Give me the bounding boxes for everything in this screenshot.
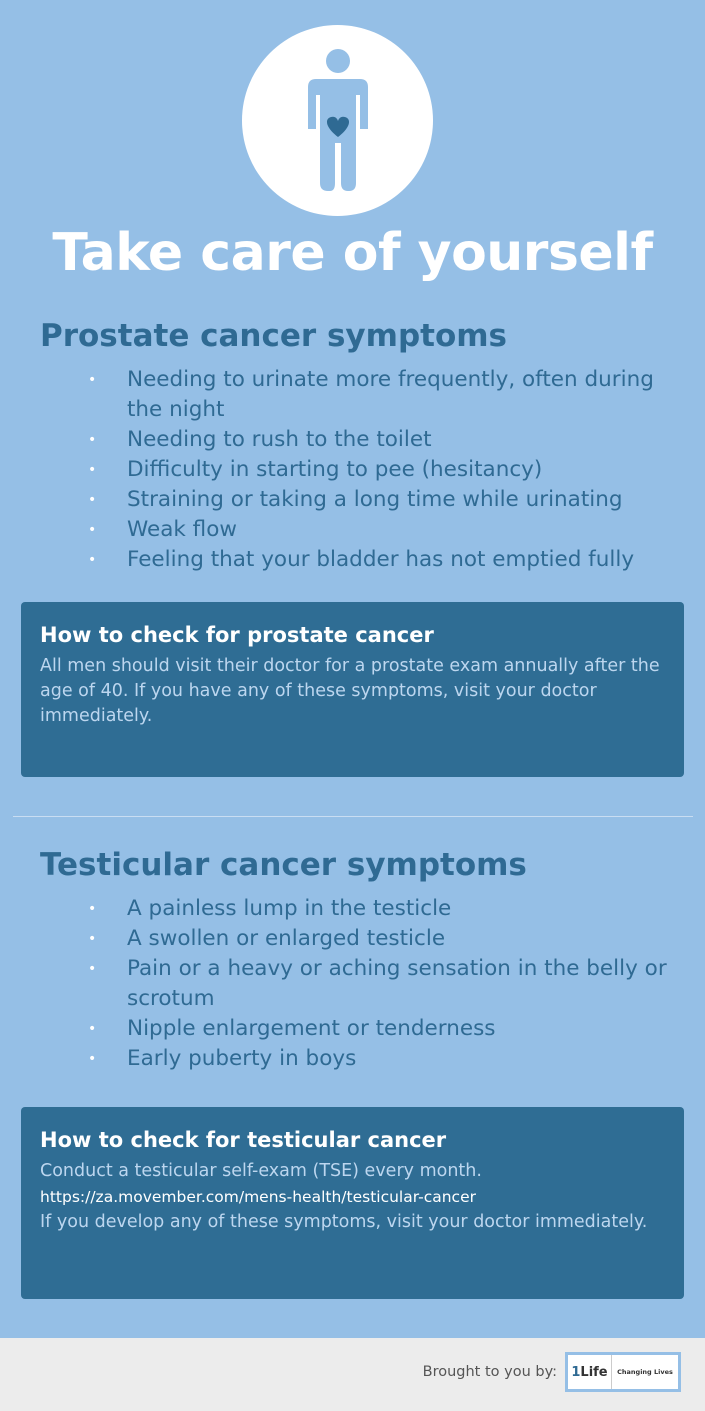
testicular-heading: Testicular cancer symptoms	[40, 847, 527, 883]
symptom-text: Pain or a heavy or aching sensation in the belly or scrotum	[127, 956, 667, 1011]
bullet-icon: •	[88, 901, 97, 917]
hero-circle	[242, 25, 433, 216]
list-item	[88, 1044, 688, 1074]
section-divider	[13, 816, 693, 817]
symptom-text: Needing to urinate more frequently, often during the night	[127, 367, 654, 422]
bullet-icon: •	[88, 522, 97, 538]
testicular-check-title: How to check for testicular cancer	[40, 1128, 447, 1152]
symptom-text: Needing to rush to the toilet	[127, 427, 432, 452]
logo-wordmark	[568, 1355, 612, 1389]
list-item	[88, 485, 688, 515]
bullet-icon: •	[88, 372, 97, 388]
bullet-icon: •	[88, 1051, 97, 1067]
bullet-icon: •	[88, 961, 97, 977]
bullet-icon: •	[88, 552, 97, 568]
list-item	[88, 894, 688, 924]
logo-name: Life	[580, 1364, 608, 1380]
sponsor-logo[interactable]	[565, 1352, 681, 1392]
list-item	[88, 545, 688, 575]
testicular-check-text: Conduct a testicular self-exam (TSE) every month.	[40, 1161, 482, 1181]
page-title: Take care of yourself	[52, 223, 653, 283]
bullet-icon: •	[88, 432, 97, 448]
list-item	[88, 954, 688, 1014]
symptom-text: Difficulty in starting to pee (hesitancy)	[127, 457, 543, 482]
prostate-heading: Prostate cancer symptoms	[40, 318, 507, 354]
bullet-icon: •	[88, 462, 97, 478]
logo-tagline: Changing Lives	[617, 1368, 673, 1376]
sponsor-label: Brought to you by:	[422, 1364, 557, 1380]
testicular-symptom-list	[88, 894, 688, 1074]
symptom-text: A painless lump in the testicle	[127, 896, 452, 921]
logo-mark: 1	[571, 1364, 581, 1380]
testicular-check-followup: If you develop any of these symptoms, visit your doctor immediately.	[40, 1212, 648, 1232]
person-heart-icon	[242, 25, 433, 216]
prostate-check-text: All men should visit their doctor for a prostate exam annually after the age of 40. If you have any of these symptoms, visit your doctor immediately.	[40, 656, 660, 726]
testicular-check-box	[21, 1107, 684, 1299]
footer	[0, 1338, 705, 1411]
list-item	[88, 425, 688, 455]
logo-inner	[568, 1355, 678, 1389]
list-item	[88, 924, 688, 954]
symptom-text: Early puberty in boys	[127, 1046, 357, 1071]
prostate-symptom-list	[88, 365, 688, 575]
list-item	[88, 1014, 688, 1044]
symptom-text: Weak flow	[127, 517, 237, 542]
bullet-icon: •	[88, 1021, 97, 1037]
prostate-check-box	[21, 602, 684, 777]
movember-link[interactable]: https://za.movember.com/mens-health/testicular-cancer	[40, 1188, 476, 1206]
bullet-icon: •	[88, 492, 97, 508]
symptom-text: Nipple enlargement or tenderness	[127, 1016, 496, 1041]
symptom-text: Straining or taking a long time while urinating	[127, 487, 623, 512]
symptom-text: Feeling that your bladder has not emptied fully	[127, 547, 635, 572]
prostate-check-title: How to check for prostate cancer	[40, 623, 434, 647]
list-item	[88, 365, 688, 425]
symptom-text: A swollen or enlarged testicle	[127, 926, 446, 951]
list-item	[88, 515, 688, 545]
bullet-icon: •	[88, 931, 97, 947]
list-item	[88, 455, 688, 485]
